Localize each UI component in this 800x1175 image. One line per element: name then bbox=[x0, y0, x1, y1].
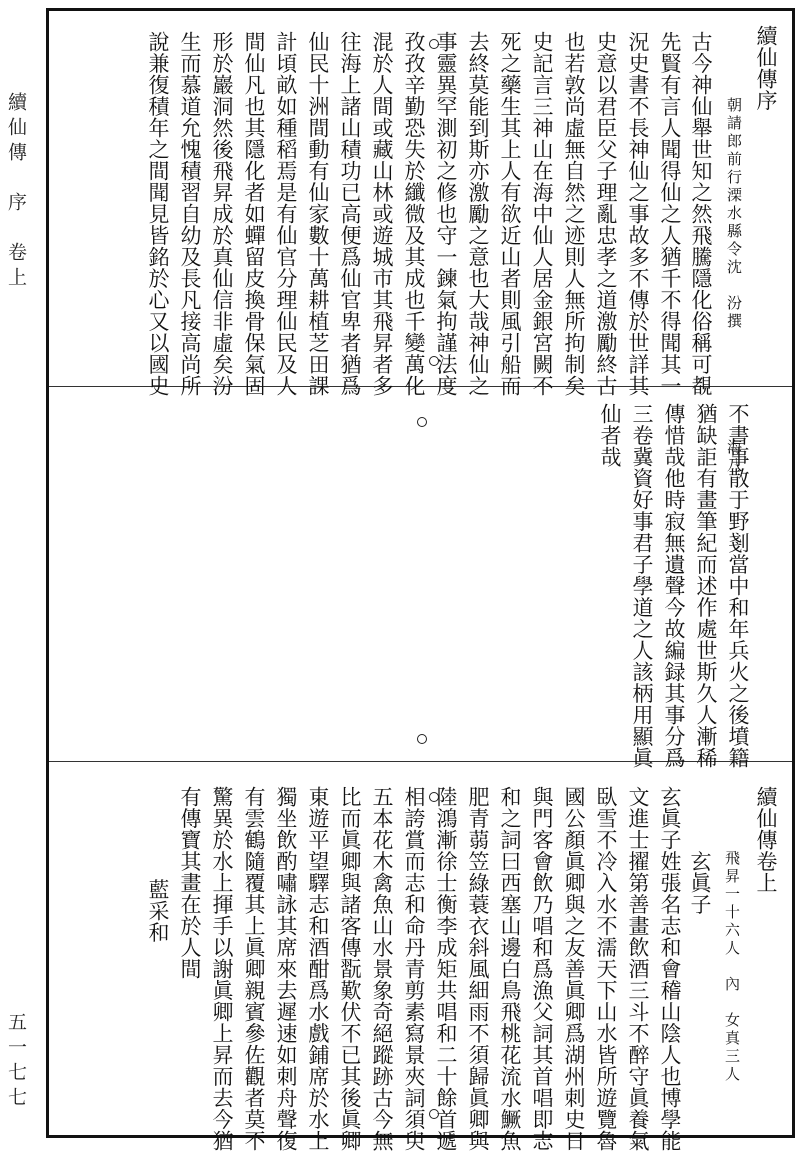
text-column: 文進士擢第善畫飲酒三斗不醉守眞養氣 bbox=[626, 786, 650, 1152]
text-column: 有雲鶴隨覆其上眞卿親賓參佐觀者莫不 bbox=[242, 786, 266, 1152]
text-column: 肥青蒻笠綠蓑衣斜風細雨不須歸眞卿與 bbox=[466, 786, 490, 1152]
page-frame bbox=[46, 8, 795, 1152]
text-column: 猶缺詎有畫筆紀而述作處世斯久人漸稀 bbox=[694, 403, 718, 769]
text-column: 計頃畝如種稻焉是有仙官分理仙民及人 bbox=[274, 31, 298, 397]
preface-author-line: 朝請郎前行溧水縣令沈 汾撰 海八 bbox=[725, 61, 743, 475]
text-column: 事靈異罕測初之修也守一鍊氣拘謹法度 bbox=[434, 31, 458, 397]
circle-mark bbox=[429, 1109, 439, 1119]
text-column: 東遊平望驛志和酒酣爲水戲鋪席於水上 bbox=[306, 786, 330, 1152]
text-column: 形於巖洞然後飛昇成於真仙信非虛矣汾 bbox=[210, 31, 234, 397]
entry-title: 藍采和 bbox=[146, 814, 170, 943]
panel-volume-one bbox=[49, 764, 792, 1152]
text-column: 史記言三神山在海中仙人居金銀宮闕不 bbox=[530, 31, 554, 397]
circle-mark bbox=[429, 792, 439, 802]
text-column: 往海上諸山積功已高便爲仙官卑者猶爲 bbox=[338, 31, 362, 397]
circle-mark bbox=[417, 734, 427, 744]
text-column: 古今神仙舉世知之然飛騰隱化俗稱可覩 bbox=[689, 31, 713, 397]
text-column: 國公顏眞卿與之友善眞卿爲湖州刺史日 bbox=[562, 786, 586, 1152]
circle-mark bbox=[429, 39, 439, 49]
text-column: 史意以君臣父子理亂忠孝之道激勵終古 bbox=[594, 31, 618, 397]
text-column: 玄眞子姓張名志和會稽山陰人也博學能 bbox=[658, 786, 682, 1152]
margin-page-number: 五一七七 bbox=[5, 1012, 27, 1112]
text-column: 有傳寶其畫在於人間 bbox=[178, 786, 202, 980]
text-column: 先賢有言人聞得仙之人猶千不得聞其一 bbox=[658, 31, 682, 397]
text-column: 也若敦尚虛無自然之迹則人無所拘制矣 bbox=[562, 31, 586, 397]
text-column: 和之詞曰西塞山邊白鳥飛桃花流水鱖魚 bbox=[498, 786, 522, 1152]
entry-title: 玄眞子 bbox=[688, 786, 712, 915]
margin-book-title: 續仙傳 序 卷上 bbox=[5, 92, 27, 292]
text-column: 去終莫能到斯亦激勵之意也大哉神仙之 bbox=[466, 31, 490, 397]
text-column: 混於人間或藏山林或遊城市其飛昇者多 bbox=[370, 31, 394, 397]
text-column: 相誇賞而志和命丹青剪素寫景夾詞須臾 bbox=[402, 786, 426, 1152]
text-column: 死之藥生其上人有欲近山者則風引船而 bbox=[498, 31, 522, 397]
text-column: 傳惜哉他時寂無遺聲今故編録其事分爲 bbox=[662, 403, 686, 769]
text-column: 臥雪不冷入水不濡天下山水皆所遊覽魯 bbox=[594, 786, 618, 1152]
text-column: 獨坐飲酌嘯詠其席來去遲速如刺舟聲復 bbox=[274, 786, 298, 1152]
panel-preface-end bbox=[49, 389, 792, 769]
text-column: 不書事散于野剗當中和年兵火之後墳籍 bbox=[726, 403, 750, 769]
text-column: 間仙凡也其隱化者如蟬留皮換骨保氣固 bbox=[242, 31, 266, 397]
text-column: 仙者哉 bbox=[598, 403, 622, 468]
text-column: 三卷冀資好事君子學道之人該柄用顯眞 bbox=[630, 403, 654, 769]
preface-title: 續仙傳序 bbox=[754, 25, 778, 111]
text-column: 說兼復積年之間聞見皆銘於心又以國史 bbox=[146, 31, 170, 397]
volume-title: 續仙傳卷上 bbox=[754, 786, 778, 894]
text-column: 況史書不長神仙之事故多不傳於世詳其 bbox=[626, 31, 650, 397]
text-column: 比而眞卿與諸客傳翫歎伏不已其後眞卿 bbox=[338, 786, 362, 1152]
text-column: 仙民十洲間動有仙家數十萬耕植芝田課 bbox=[306, 31, 330, 397]
circle-mark bbox=[429, 356, 439, 366]
text-column: 孜孜辛勤恐失於纖微及其成也千變萬化 bbox=[402, 31, 426, 397]
text-column: 陸鴻漸徐士衡李成矩共唱和二十餘首遞 bbox=[434, 786, 458, 1152]
section-heading: 飛昇一十六人 內 女真三人 bbox=[723, 814, 741, 1084]
text-column: 生而慕道允愧積習自幼及長凡接高尚所 bbox=[178, 31, 202, 397]
text-column: 驚異於水上揮手以謝眞卿上昇而去今猶 bbox=[210, 786, 234, 1152]
text-column: 與門客會飲乃唱和爲漁父詞其首唱即志 bbox=[530, 786, 554, 1152]
text-column: 五本花木禽魚山水景象奇絕蹤跡古今無 bbox=[370, 786, 394, 1152]
circle-mark bbox=[417, 417, 427, 427]
